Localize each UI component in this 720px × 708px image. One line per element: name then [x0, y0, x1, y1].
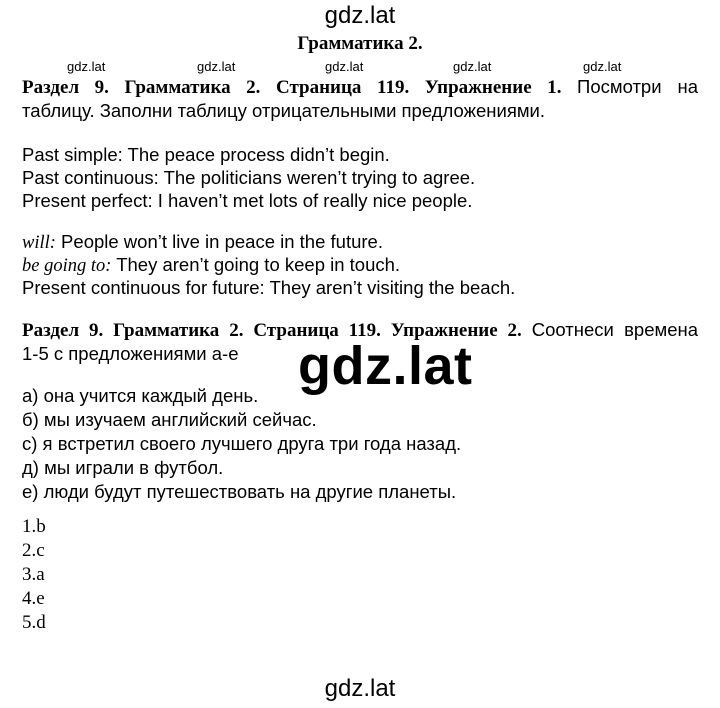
answer-3: 3.a	[22, 564, 45, 585]
answer-5: 5.d	[22, 612, 46, 633]
exercise1-heading-line	[22, 75, 698, 100]
answer-2: 2.c	[22, 540, 45, 561]
sentence-present-continuous: Present continuous for future: They aren’t visiting the beach.	[22, 277, 516, 298]
will-text: People won’t live in peace in the future.	[55, 231, 383, 252]
option-c: с) я встретил своего лучшего друга три года назад.	[22, 433, 462, 454]
option-b: б) мы изучаем английский сейчас.	[22, 409, 317, 430]
watermark-small: gdz.lat	[67, 59, 106, 74]
option-d: д) мы играли в футбол.	[22, 457, 224, 478]
option-e: е) люди будут путешествовать на другие планеты.	[22, 481, 457, 502]
page-title: Грамматика 2.	[297, 33, 423, 54]
sentence-past-continuous: Past continuous: The politicians weren’t trying to agree.	[22, 167, 476, 188]
answer-1: 1.b	[22, 516, 46, 537]
exercise2-instruction: Соотнеси времена	[531, 319, 699, 340]
watermark-small: gdz.lat	[325, 59, 364, 74]
watermark-small: gdz.lat	[197, 59, 236, 74]
going-to-label: be going to:	[22, 256, 112, 276]
sentence-going-to	[22, 253, 400, 278]
exercise2-heading: Раздел 9. Грамматика 2. Страница 119. Упражнение 2.	[22, 320, 522, 341]
exercise1-instruction: Посмотри на	[577, 76, 699, 97]
sentence-present-perfect: Present perfect: I haven’t met lots of really nice people.	[22, 190, 473, 211]
watermark-small: gdz.lat	[583, 59, 622, 74]
sentence-past-simple: Past simple: The peace process didn’t begin.	[22, 144, 390, 165]
exercise1-heading: Раздел 9. Грамматика 2. Страница 119. Упражнение 1.	[22, 77, 562, 98]
exercise2-instruction-cont: 1-5 с предложениями a-e	[22, 343, 239, 364]
will-label: will:	[22, 233, 56, 253]
watermark-small: gdz.lat	[453, 59, 492, 74]
going-to-text: They aren’t going to keep in touch.	[111, 254, 401, 275]
watermark-top: gdz.lat	[324, 2, 396, 29]
watermark-bottom: gdz.lat	[324, 675, 396, 702]
answer-4: 4.e	[22, 588, 45, 609]
option-a: а) она учится каждый день.	[22, 385, 259, 406]
exercise1-instruction-cont: таблицу. Заполни таблицу отрицательными предложениями.	[22, 100, 546, 121]
watermark-center: gdz.lat	[298, 336, 473, 396]
sentence-will	[22, 230, 383, 255]
